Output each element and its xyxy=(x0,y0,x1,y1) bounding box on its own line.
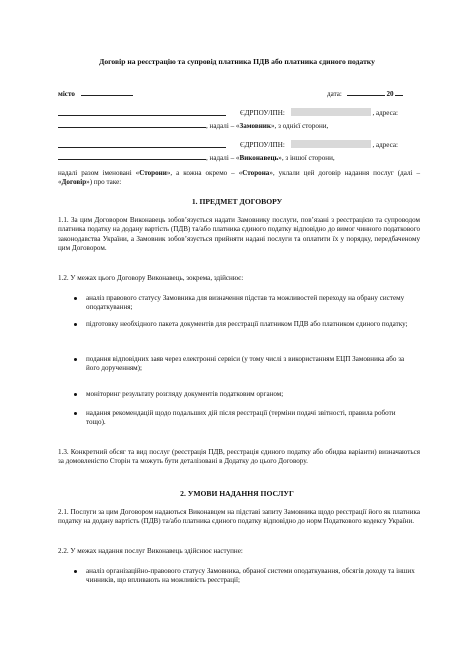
party1-address-field[interactable] xyxy=(58,120,206,128)
party1-rest: », з однієї сторони, xyxy=(270,122,329,130)
list-item: аналіз правового статусу Замовника для визначення підстав та можливостей переходу на обрану систему оподаткування; xyxy=(86,294,405,312)
list-item: підготовку необхідного пакета документів для реєстрації платником ПДВ або платником єдиного податку; xyxy=(86,320,408,328)
party1-further: , надалі – « xyxy=(206,122,240,130)
party2-line2 xyxy=(58,152,335,163)
date-year-field[interactable] xyxy=(395,88,403,96)
list-item: моніторинг результату розгляду документів податковим органом; xyxy=(86,390,284,398)
date-year: 20 xyxy=(386,90,394,98)
list-item: надання рекомендацій щодо подальших дій після реєстрації (терміни подачі звітності, правила роботи тощо). xyxy=(86,409,396,427)
clause-2-2: 2.2. У межах надання послуг Виконавець здійснює наступне: xyxy=(58,547,243,555)
party1-code-label: ЄДРПОУ/ІПН: xyxy=(240,109,285,117)
bullet-dot xyxy=(74,358,77,361)
party2-address-label: , адреса: xyxy=(372,141,398,149)
place-label: місто xyxy=(58,90,75,98)
bullet-dot xyxy=(74,297,77,300)
party1-line1 xyxy=(58,108,226,119)
bullet-dot xyxy=(74,323,77,326)
list-item: подання відповідних заяв через електронні сервіси (у тому числі з використанням ЕЦП Замовника або за його дорученням); xyxy=(86,355,405,373)
bullet-dot xyxy=(74,393,77,396)
bullet-dot xyxy=(74,570,77,573)
place-row xyxy=(58,88,133,99)
party1-name-field[interactable] xyxy=(58,108,226,116)
party1-role: Замовник xyxy=(239,122,271,130)
party2-address-field[interactable] xyxy=(58,152,206,160)
date-field[interactable] xyxy=(347,88,385,96)
party2-code-field[interactable] xyxy=(291,140,371,148)
party2-name-field[interactable] xyxy=(58,140,226,148)
section1-heading: 1. ПРЕДМЕТ ДОГОВОРУ xyxy=(191,197,283,206)
party1-address-label: , адреса: xyxy=(372,109,398,117)
clause-2-1: 2.1. Послуги за цим Договором надаються Виконавцем на підставі запиту Замовника щодо реєстрації його як платника податку на додану вартість (ПДВ) та/або платника єдиного податку відповідно до норм Податкового кодексу України. xyxy=(58,508,420,526)
party2-code-row xyxy=(240,140,398,150)
date-row xyxy=(327,88,403,99)
party2-line1 xyxy=(58,140,226,151)
intro-sides: Сторони xyxy=(139,169,167,177)
intro-contract: Договір xyxy=(61,178,87,187)
party2-rest: », з іншої сторони, xyxy=(278,154,335,162)
party1-code-row xyxy=(240,108,398,118)
clause-1-3: 1.3. Конкретний обсяг та вид послуг (реєстрація ПДВ, реєстрація єдиного податку або обидва варіанти) визначаються за домовленістю Сторін та можуть бути деталізовані в Додатку до цього Договору. xyxy=(58,448,420,466)
place-field[interactable] xyxy=(81,88,133,96)
list-item: аналіз організаційно-правового статусу Замовника, обраної системи оподаткування, обсягів доходу та інших чинників, що впливають на можливість реєстрації; xyxy=(86,567,415,585)
party1-line2 xyxy=(58,120,328,131)
party2-further: , надалі – « xyxy=(206,154,240,162)
date-label: дата: xyxy=(327,90,342,98)
document-title: Договір на реєстрацію та супровід платника ПДВ або платника єдиного податку xyxy=(99,57,375,66)
clause-1-2: 1.2. У межах цього Договору Виконавець, зокрема, здійснює: xyxy=(58,274,244,282)
bullet-dot xyxy=(74,412,77,415)
party2-code-label: ЄДРПОУ/ІПН: xyxy=(240,141,285,149)
intro-paragraph: надалі разом іменовані «Сторони», а кожна окремо – «Сторона», уклали цей договір надання послуг (далі – «Договір») про таке: xyxy=(58,169,421,187)
party1-code-field[interactable] xyxy=(291,108,371,116)
section2-heading: 2. УМОВИ НАДАННЯ ПОСЛУГ xyxy=(180,489,294,498)
party2-role: Виконавець xyxy=(239,154,279,162)
clause-1-1: 1.1. За цим Договором Виконавець зобов’язується надати Замовнику послуги, пов’язані з реєстрацією та супроводом платника податку на додану вартість (ПДВ) та/або платника єдиного податку відповідно до вимог чинного податкового законодавства України, а Замовник зобов’язується прийняти надані послуги та оплатити їх у порядку, передбаченому цим Договором. xyxy=(58,216,420,253)
intro-side: Сторона xyxy=(242,169,270,177)
